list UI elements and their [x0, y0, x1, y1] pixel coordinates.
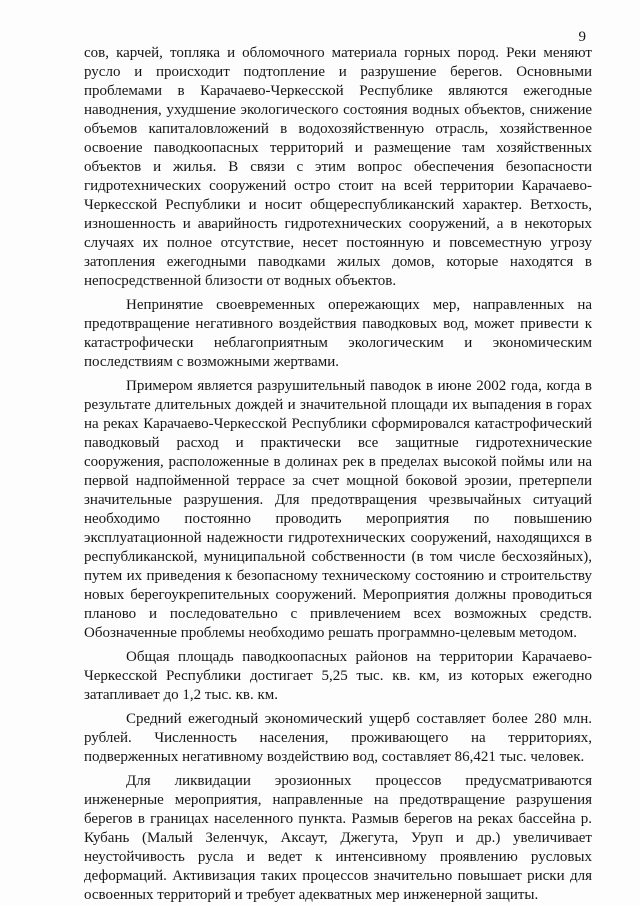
paragraph-continuation: сов, карчей, топляка и обломочного материала горных пород. Реки меняют русло и происходит подтопление и разрушение берегов. Основными проблемами в Карачаево-Черкесской Республике являются ежегодные наводнения, ухудшение экологического состояния водных объектов, снижение объемов капиталовложений в водохозяйственную отрасль, хозяйственное освоение паводкоопасных территорий и размещение там хозяйственных объектов и жилья. В связи с этим вопрос обеспечения безопасности гидротехнических сооружений остро стоит на всей территории Карачаево-Черкесской Республики и носит общереспубликанский характер. Ветхость, изношенность и аварийность гидротехнических сооружений, а в некоторых случаях их полное отсутствие, несет постоянную и повсеместную угрозу затопления ежегодными паводками жилых домов, которые находятся в непосредственной близости от водных объектов. [84, 45, 592, 289]
paragraph-consequences: Непринятие своевременных опережающих мер, направленных на предотвращение негативного воздействия паводковых вод, может привести к катастрофически неблагоприятным экологическим и экономическим последствиям с возможными жертвами. [84, 297, 592, 370]
page-number: 9 [578, 29, 586, 45]
paragraph-economic-damage: Средний ежегодный экономический ущерб составляет более 280 млн. рублей. Численность населения, проживающего на территориях, подверженных негативному воздействию вод, составляет 86,421 тыс. человек. [84, 711, 592, 765]
paragraph-flood-area: Общая площадь паводкоопасных районов на территории Карачаево-Черкесской Республики достигает 5,25 тыс. кв. км, из которых ежегодно затапливает до 1,2 тыс. кв. км. [84, 649, 592, 703]
paragraph-erosion: Для ликвидации эрозионных процессов предусматриваются инженерные мероприятия, направленные на предотвращение разрушения берегов в границах населенного пункта. Размыв берегов на реках бассейна р. Кубань (Малый Зеленчук, Аксаут, Джегута, Уруп и др.) увеличивает неустойчивость русла и ведет к интенсивному проявлению русловых деформаций. Активизация таких процессов значительно повышает риски для освоенных территорий и требует адекватных мер инженерной защиты. [84, 773, 592, 903]
paragraph-flood-2002: Примером является разрушительный паводок в июне 2002 года, когда в результате длительных дождей и значительной площади их выпадения в горах на реках Карачаево-Черкесской Республики сформировался катастрофический паводковый расход и практически все защитные гидротехнические сооружения, расположенные в долинах рек в пределах высокой поймы или на первой надпойменной террасе за счет мощной боковой эрозии, претерпели значительные разрушения. Для предотвращения чрезвычайных ситуаций необходимо постоянно проводить мероприятия по повышению эксплуатационной надежности гидротехнических сооружений, находящихся в республиканской, муниципальной собственности (в том числе бесхозяйных), путем их приведения к безопасному техническому состоянию и строительству новых берегоукрепительных сооружений. Мероприятия должны проводиться планово и последовательно с привлечением всех возможных средств. Обозначенные проблемы необходимо решать программно-целевым методом. [84, 378, 592, 641]
body-text [84, 44, 592, 910]
